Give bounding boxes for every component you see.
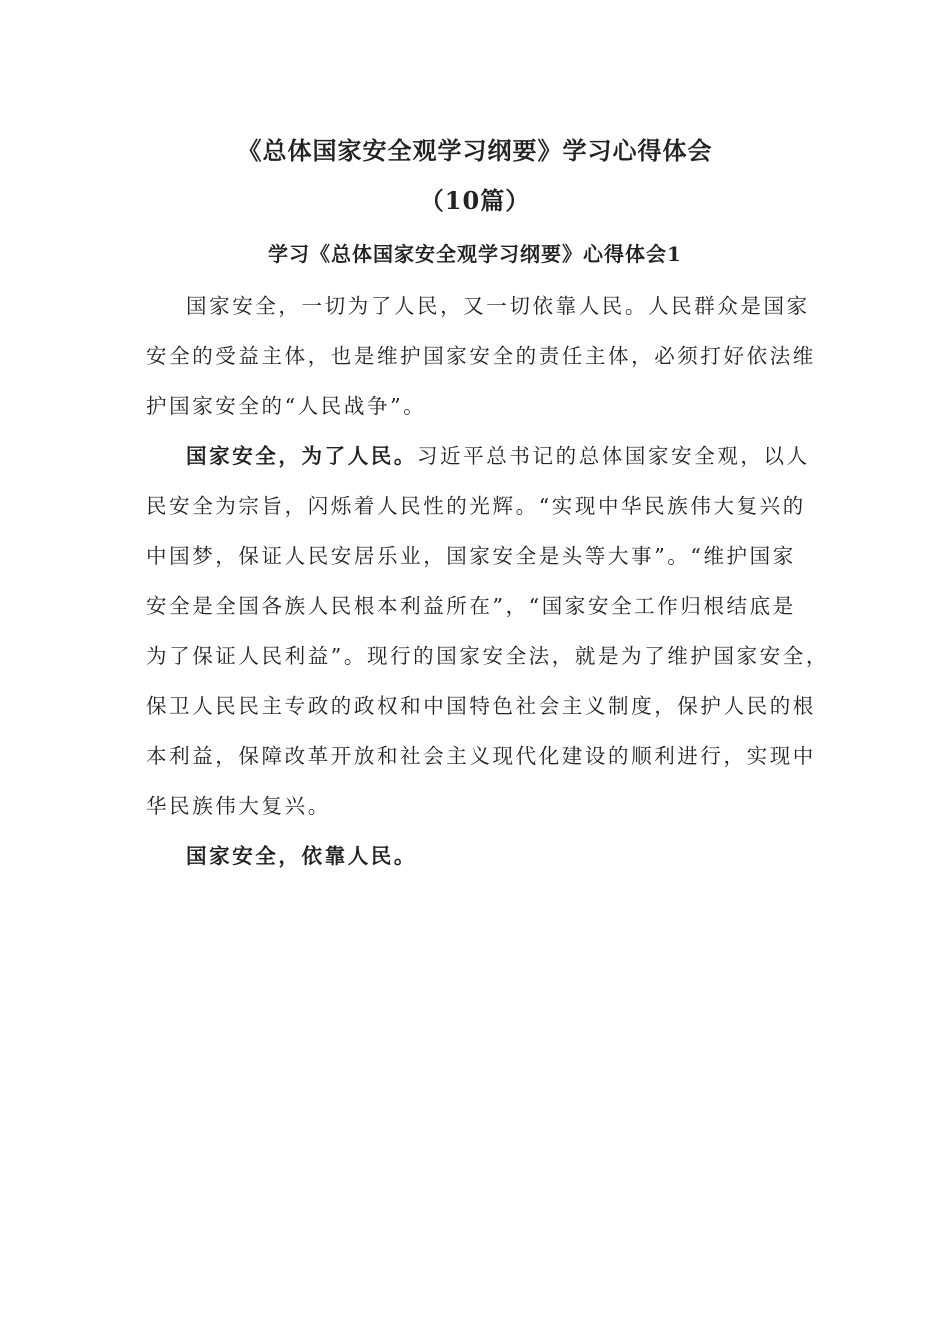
document-title: 《总体国家安全观学习纲要》学习心得体会 xyxy=(237,136,713,165)
section-heading: 学习《总体国家安全观学习纲要》心得体会1 xyxy=(268,242,682,266)
paragraph-2-line-4: 安全是全国各族人民根本利益所在”，“国家安全工作归根结底是 xyxy=(146,594,796,618)
paragraph-1-line-2: 安全的受益主体，也是维护国家安全的责任主体，必须打好依法维 xyxy=(146,344,816,368)
paragraph-2-line-6: 保卫人民民主专政的政权和中国特色社会主义制度，保护人民的根 xyxy=(146,694,816,718)
paragraph-2-line-8: 华民族伟大复兴。 xyxy=(146,794,331,818)
paragraph-3-lead: 国家安全，依靠人民。 xyxy=(186,844,417,868)
paragraph-2-line-1-text: 习近平总书记的总体国家安全观，以人 xyxy=(417,444,810,468)
paragraph-2-line-5: 为了保证人民利益”。现行的国家安全法，就是为了维护国家安全， xyxy=(146,644,829,668)
paragraph-2-line-7: 本利益，保障改革开放和社会主义现代化建设的顺利进行，实现中 xyxy=(146,744,816,768)
paragraph-1-line-3: 护国家安全的“人民战争”。 xyxy=(146,394,427,418)
paragraph-1-line-1: 国家安全，一切为了人民，又一切依靠人民。人民群众是国家 xyxy=(186,294,810,318)
paragraph-2-line-1 xyxy=(186,440,846,472)
paragraph-2-lead: 国家安全，为了人民。 xyxy=(186,444,417,468)
document-title-count: （10篇） xyxy=(419,186,531,215)
paragraph-2-line-3: 中国梦，保证人民安居乐业，国家安全是头等大事”。“维护国家 xyxy=(146,544,796,568)
paragraph-2-line-2: 民安全为宗旨，闪烁着人民性的光辉。“实现中华民族伟大复兴的 xyxy=(146,494,806,518)
